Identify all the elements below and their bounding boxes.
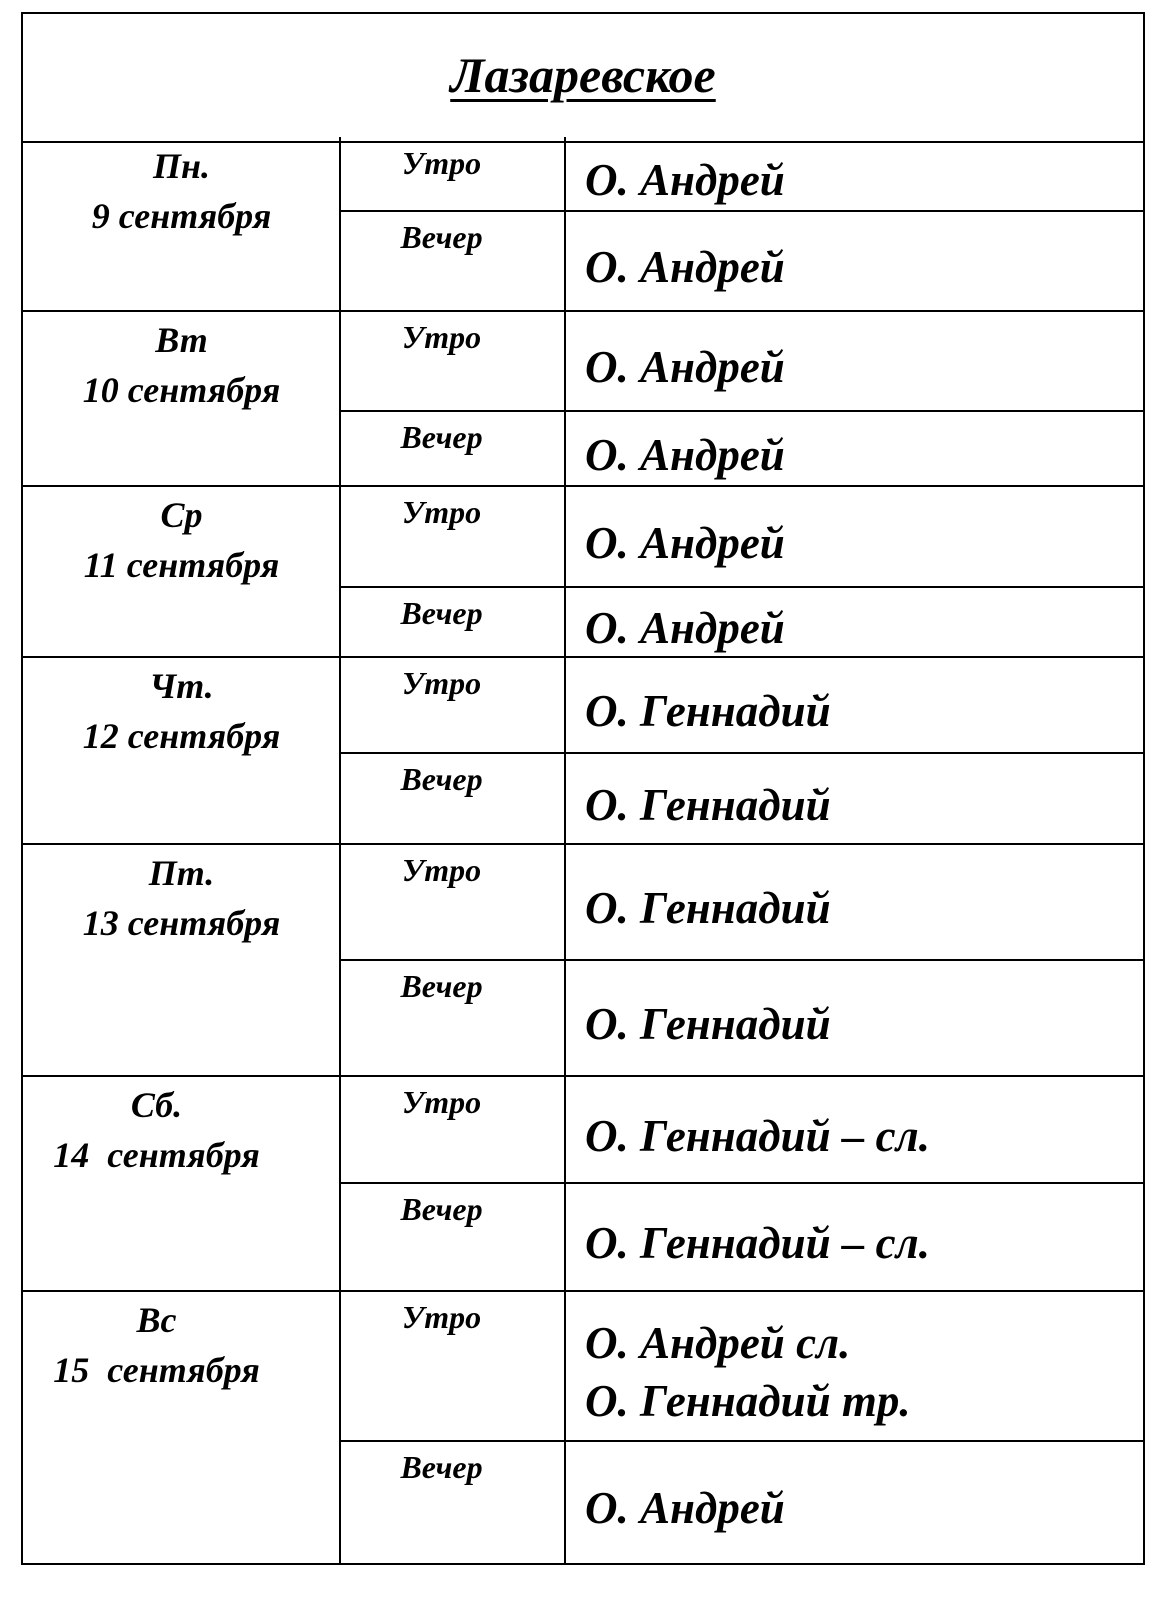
row-divider <box>23 310 1143 312</box>
row-divider <box>23 843 1143 845</box>
row-divider <box>340 586 1143 588</box>
priest-name-line: О. Геннадий <box>585 883 831 933</box>
weekday: Вс <box>136 1300 177 1340</box>
weekday: Пн. <box>153 146 210 186</box>
priest-name-line: О. Андрей <box>585 155 785 205</box>
weekday: Сб. <box>130 1085 183 1125</box>
period-label: Вечер <box>400 419 483 455</box>
row-divider <box>340 1182 1143 1184</box>
period-label: Утро <box>401 1299 482 1335</box>
date: 12 сентября <box>82 716 281 756</box>
row-divider <box>340 410 1143 412</box>
period-label: Утро <box>401 852 482 888</box>
date: 14 сентября <box>53 1135 260 1175</box>
priest-name-line: О. Геннадий – сл. <box>585 1218 930 1268</box>
day-label <box>0 1080 315 1180</box>
priest-name-line: О. Андрей <box>585 429 785 480</box>
priest-name <box>585 776 831 834</box>
priest-name <box>585 514 785 572</box>
priest-name-line: О. Андрей <box>585 603 785 653</box>
priest-name-line: О. Геннадий – сл. <box>585 1110 930 1161</box>
priest-name <box>585 1107 930 1165</box>
priest-name-line: О. Геннадий тр. <box>585 1376 911 1426</box>
column-divider <box>564 137 566 1563</box>
period-label: Вечер <box>400 1191 483 1227</box>
weekday: Пт. <box>148 853 215 893</box>
weekday: Вт <box>155 320 208 360</box>
priest-name-line: О. Геннадий <box>585 779 831 830</box>
priest-name <box>585 599 785 657</box>
day-label <box>0 1295 315 1395</box>
day-label <box>23 661 340 761</box>
period-label: Утро <box>401 145 482 181</box>
date: 11 сентября <box>83 545 280 585</box>
priest-name <box>585 426 785 484</box>
day-label <box>23 315 340 415</box>
priest-name-line: О. Андрей <box>585 242 785 292</box>
period-label: Утро <box>401 319 482 355</box>
priest-name-line: О. Андрей <box>585 342 785 392</box>
date: 9 сентября <box>91 196 272 236</box>
weekday: Чт. <box>149 666 214 706</box>
period-label: Вечер <box>400 1449 483 1485</box>
period-label: Утро <box>401 665 482 701</box>
priest-name-line: О. Геннадий <box>585 999 831 1049</box>
priest-name-line: О. Андрей <box>585 1483 785 1533</box>
priest-name <box>585 1214 930 1272</box>
priest-name <box>585 879 831 937</box>
day-label <box>23 141 340 241</box>
row-divider <box>340 959 1143 961</box>
weekday: Ср <box>160 495 203 535</box>
priest-name <box>585 151 785 209</box>
priest-name-line: О. Геннадий <box>585 686 831 736</box>
priest-name <box>585 1314 911 1430</box>
page-title: Лазаревское <box>450 46 716 103</box>
priest-name <box>585 995 831 1053</box>
priest-name <box>585 682 831 740</box>
period-label: Утро <box>401 494 482 530</box>
priest-name-line: О. Андрей <box>585 517 785 568</box>
period-label: Вечер <box>400 595 483 631</box>
period-label: Вечер <box>400 219 483 255</box>
priest-name <box>585 338 785 396</box>
row-divider <box>23 1290 1143 1292</box>
day-label <box>23 490 340 590</box>
row-divider <box>23 1075 1143 1077</box>
priest-name <box>585 238 785 296</box>
period-label: Утро <box>401 1084 482 1120</box>
schedule-table <box>23 14 1143 1563</box>
row-divider <box>340 752 1143 754</box>
day-label <box>23 848 340 948</box>
period-label: Вечер <box>400 968 483 1004</box>
date: 10 сентября <box>82 370 281 410</box>
row-divider <box>23 656 1143 658</box>
priest-name-line: О. Андрей сл. <box>585 1318 851 1368</box>
row-divider <box>340 1440 1143 1442</box>
date: 13 сентября <box>82 903 281 943</box>
schedule-sheet <box>21 12 1145 1565</box>
row-divider <box>340 210 1143 212</box>
period-label: Вечер <box>400 761 483 797</box>
row-divider <box>23 485 1143 487</box>
priest-name <box>585 1479 785 1537</box>
date: 15 сентября <box>53 1350 260 1390</box>
